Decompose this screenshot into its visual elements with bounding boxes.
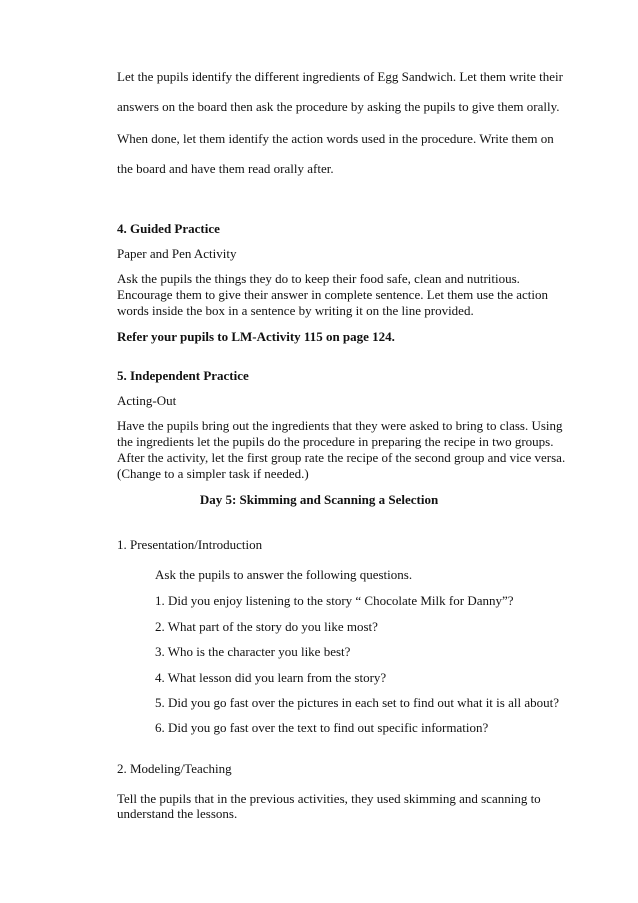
- intro-line-2: answers on the board then ask the procedure by asking the pupils to give them orally.: [117, 99, 560, 114]
- independent-practice-line-2: the ingredients let the pupils do the procedure in preparing the recipe in two groups.: [117, 434, 554, 449]
- guided-practice-line-1: Ask the pupils the things they do to keep their food safe, clean and nutritious.: [117, 271, 520, 286]
- independent-practice-line-4: (Change to a simpler task if needed.): [117, 466, 309, 481]
- modeling-heading: 2. Modeling/Teaching: [117, 761, 232, 776]
- question-item: 6. Did you go fast over the text to find out specific information?: [155, 720, 489, 735]
- independent-practice-subheading: Acting-Out: [117, 393, 177, 408]
- modeling-line-1: Tell the pupils that in the previous activities, they used skimming and scanning to: [117, 791, 541, 806]
- guided-practice-refer: Refer your pupils to LM-Activity 115 on page 124.: [117, 329, 395, 344]
- intro-line-3: When done, let them identify the action words used in the procedure. Write them on: [117, 131, 554, 146]
- question-item: 1. Did you enjoy listening to the story “ Chocolate Milk for Danny”?: [155, 593, 514, 608]
- question-item: 2. What part of the story do you like most?: [155, 619, 378, 634]
- intro-line-1: Let the pupils identify the different ingredients of Egg Sandwich. Let them write their: [117, 69, 563, 84]
- independent-practice-line-3: After the activity, let the first group rate the recipe of the second group and vice versa.: [117, 450, 566, 465]
- guided-practice-line-2: Encourage them to give their answer in complete sentence. Let them use the action: [117, 287, 549, 302]
- guided-practice-subheading: Paper and Pen Activity: [117, 246, 237, 261]
- question-item: 3. Who is the character you like best?: [155, 644, 351, 659]
- independent-practice-heading: 5. Independent Practice: [117, 368, 249, 383]
- independent-practice-line-1: Have the pupils bring out the ingredients that they were asked to bring to class. Using: [117, 418, 563, 433]
- guided-practice-heading: 4. Guided Practice: [117, 221, 220, 236]
- question-item: 4. What lesson did you learn from the story?: [155, 670, 387, 685]
- intro-line-4: the board and have them read orally after.: [117, 161, 334, 176]
- modeling-line-2: understand the lessons.: [117, 806, 238, 821]
- question-item: 5. Did you go fast over the pictures in each set to find out what it is all about?: [155, 695, 559, 710]
- presentation-heading: 1. Presentation/Introduction: [117, 537, 263, 552]
- day5-title: Day 5: Skimming and Scanning a Selection: [199, 492, 439, 507]
- guided-practice-line-3: words inside the box in a sentence by writing it on the line provided.: [117, 303, 474, 318]
- presentation-instruction: Ask the pupils to answer the following questions.: [155, 567, 413, 582]
